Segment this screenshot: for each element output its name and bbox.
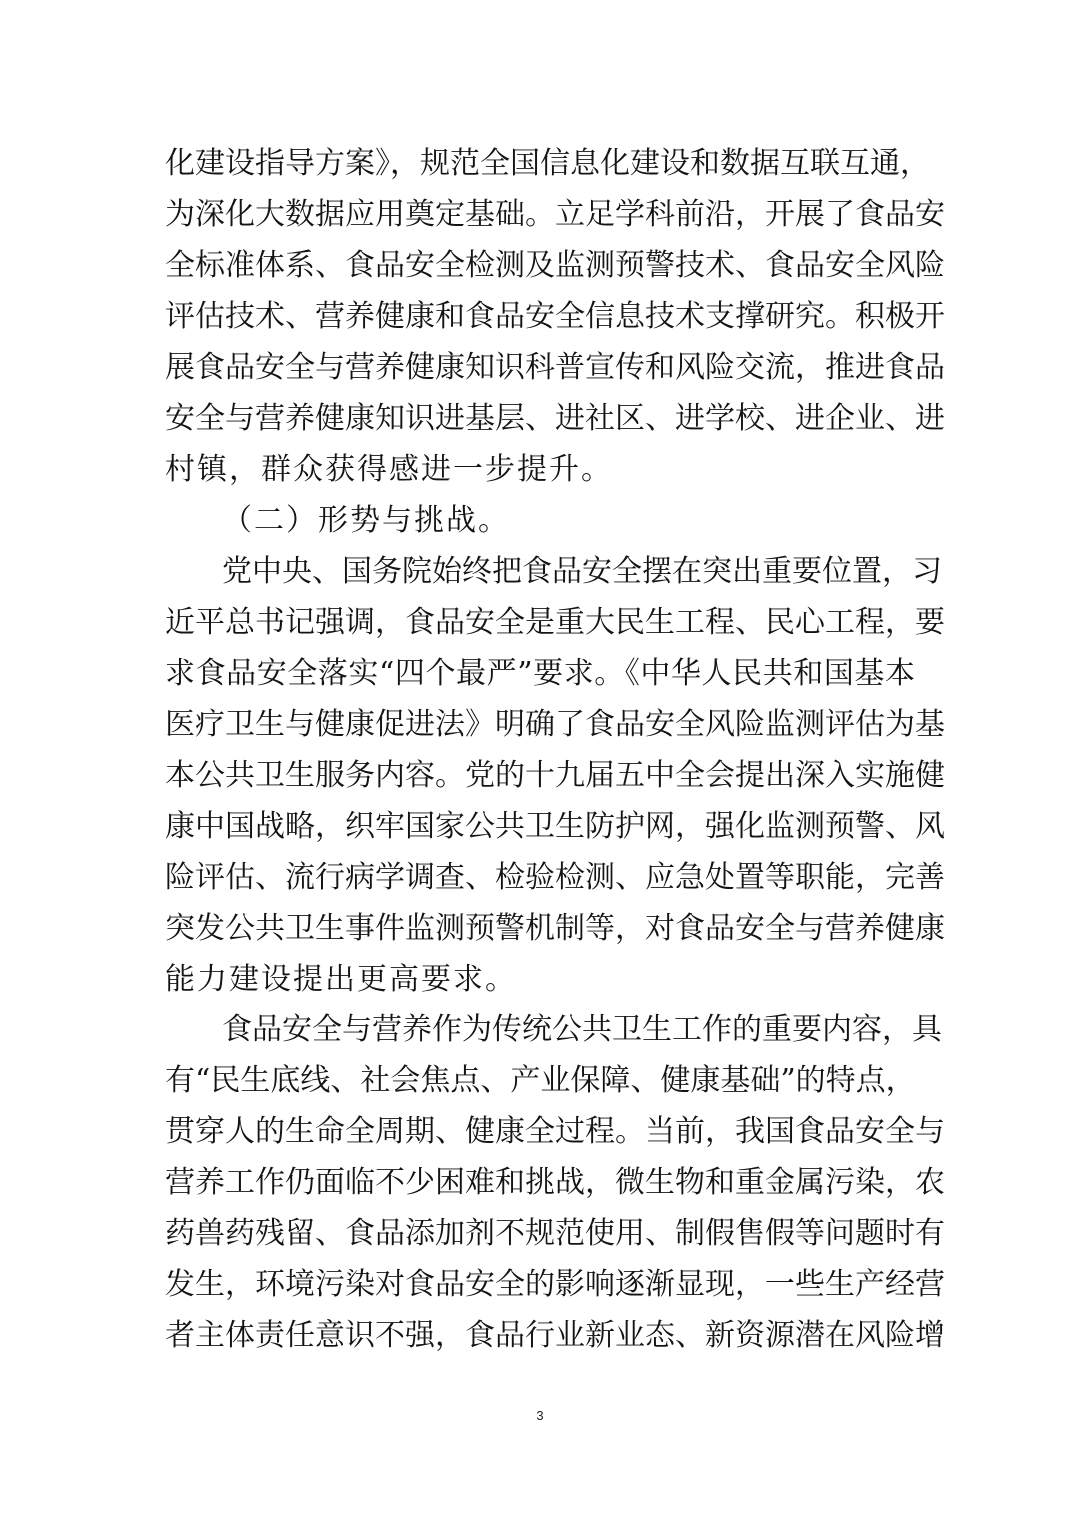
- page-number: 3: [536, 1408, 544, 1423]
- body-line: 药兽药残留、食品添加剂不规范使用、制假售假等问题时有: [165, 1216, 945, 1251]
- body-line: 康中国战略，织牢国家公共卫生防护网，强化监测预警、风: [165, 809, 945, 844]
- body-line: 化建设指导方案》，规范全国信息化建设和数据互联互通，: [165, 146, 930, 181]
- body-line: 能力建设提出更高要求。: [165, 962, 517, 997]
- body-line: 展食品安全与营养健康知识科普宣传和风险交流，推进食品: [165, 350, 945, 385]
- body-line: 险评估、流行病学调查、检验检测、应急处置等职能，完善: [165, 860, 945, 895]
- body-line: 近平总书记强调，食品安全是重大民生工程、民心工程，要: [165, 605, 945, 640]
- body-line: 食品安全与营养作为传统公共卫生工作的重要内容，具: [222, 1012, 942, 1047]
- body-line: 评估技术、营养健康和食品安全信息技术支撑研究。积极开: [165, 299, 945, 334]
- body-line: 安全与营养健康知识进基层、进社区、进学校、进企业、进: [165, 401, 945, 436]
- body-line: 发生，环境污染对食品安全的影响逐渐显现，一些生产经营: [165, 1267, 945, 1302]
- body-line: 村镇，群众获得感进一步提升。: [165, 452, 613, 487]
- section-heading: （二）形势与挑战。: [222, 503, 510, 538]
- body-line: 医疗卫生与健康促进法》明确了食品安全风险监测评估为基: [165, 707, 945, 742]
- body-line: 贯穿人的生命全周期、健康全过程。当前，我国食品安全与: [165, 1114, 945, 1149]
- body-line: 党中央、国务院始终把食品安全摆在突出重要位置，习: [222, 554, 942, 589]
- body-line: 全标准体系、食品安全检测及监测预警技术、食品安全风险: [165, 248, 945, 283]
- body-line: 营养工作仍面临不少困难和挑战，微生物和重金属污染，农: [165, 1165, 945, 1200]
- body-line: 有“民生底线、社会焦点、产业保障、健康基础”的特点，: [165, 1063, 916, 1098]
- body-line: 本公共卫生服务内容。党的十九届五中全会提出深入实施健: [165, 758, 945, 793]
- body-line: 突发公共卫生事件监测预警机制等，对食品安全与营养健康: [165, 911, 945, 946]
- body-line: 者主体责任意识不强，食品行业新业态、新资源潜在风险增: [165, 1318, 945, 1353]
- body-line: 为深化大数据应用奠定基础。立足学科前沿，开展了食品安: [165, 197, 945, 232]
- body-line: 求食品安全落实“四个最严”要求。《中华人民共和国基本: [165, 656, 915, 691]
